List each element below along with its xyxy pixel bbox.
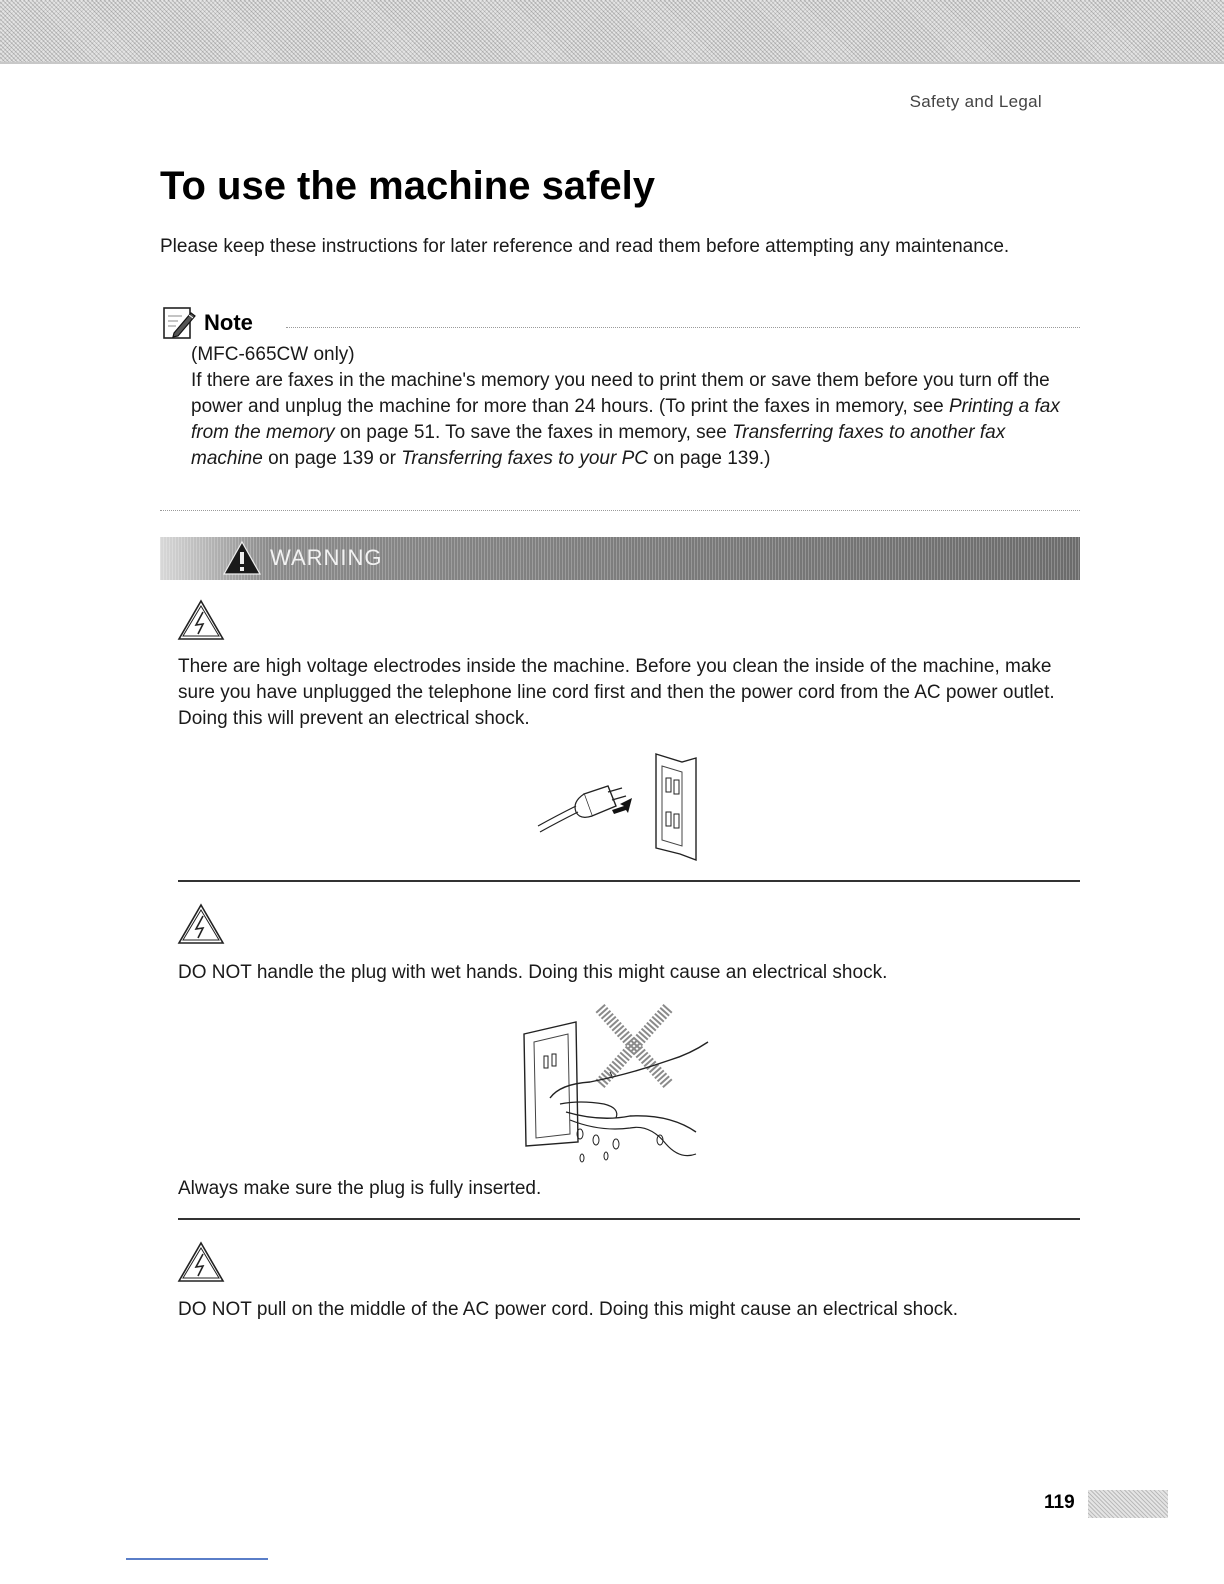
- wet-hands-illustration: [520, 1004, 720, 1168]
- warning-label: WARNING: [270, 545, 383, 570]
- electric-hazard-icon: [176, 598, 226, 642]
- warning-divider-2: [178, 1218, 1080, 1220]
- note-text: If there are faxes in the machine's memory you need to print them or save them before you turn off the power and unplug the machine for more than 24 hours. (To print the faxes in memory, see Printing a fax from the memory on page 51. To save the faxes in memory, see Transferring faxes to another fax machine on page 139 or Transferring faxes to your PC on page 139.): [191, 370, 1060, 469]
- note-link-transfer-fax[interactable]: Transferring faxes to another fax machine: [191, 422, 1006, 469]
- page-tab-pattern: [1088, 1490, 1168, 1518]
- warning-triangle-icon: [222, 540, 262, 576]
- footer-line: [126, 1558, 268, 1560]
- electric-hazard-icon: [176, 1240, 226, 1284]
- section-label: Safety and Legal: [909, 92, 1042, 111]
- warning-text-3: DO NOT pull on the middle of the AC power cord. Doing this might cause an electrical shock.: [178, 1299, 959, 1320]
- page-number: 119: [1044, 1492, 1075, 1513]
- note-link-transfer-pc[interactable]: Transferring faxes to your PC: [401, 448, 648, 469]
- page-title: To use the machine safely: [160, 164, 655, 208]
- warning-divider-1: [178, 880, 1080, 882]
- electric-hazard-icon: [176, 902, 226, 946]
- header-pattern-band: [0, 0, 1224, 64]
- warning-text-2-extra: Always make sure the plug is fully inserted.: [178, 1178, 542, 1199]
- unplug-illustration: [536, 750, 704, 864]
- note-link-print-fax[interactable]: Printing a fax from the memory: [191, 396, 1060, 443]
- note-bottom-rule: [160, 510, 1080, 511]
- note-label: Note: [204, 310, 253, 335]
- note-pencil-icon: [162, 306, 196, 340]
- note-header: [162, 306, 1080, 342]
- note-rule: [286, 327, 1080, 328]
- warning-text-1: There are high voltage electrodes inside the machine. Before you clean the inside of the machine, make sure you have unplugged the telephone line cord first and then the power cord from the AC power outlet. Doing this will prevent an electrical shock.: [178, 656, 1055, 729]
- note-model: (MFC-665CW only): [191, 344, 355, 365]
- warning-banner: [160, 537, 1080, 580]
- intro-paragraph: Please keep these instructions for later reference and read them before attempting any maintenance.: [160, 236, 1010, 257]
- warning-text-2: DO NOT handle the plug with wet hands. Doing this might cause an electrical shock.: [178, 962, 888, 983]
- note-body: [191, 342, 1071, 472]
